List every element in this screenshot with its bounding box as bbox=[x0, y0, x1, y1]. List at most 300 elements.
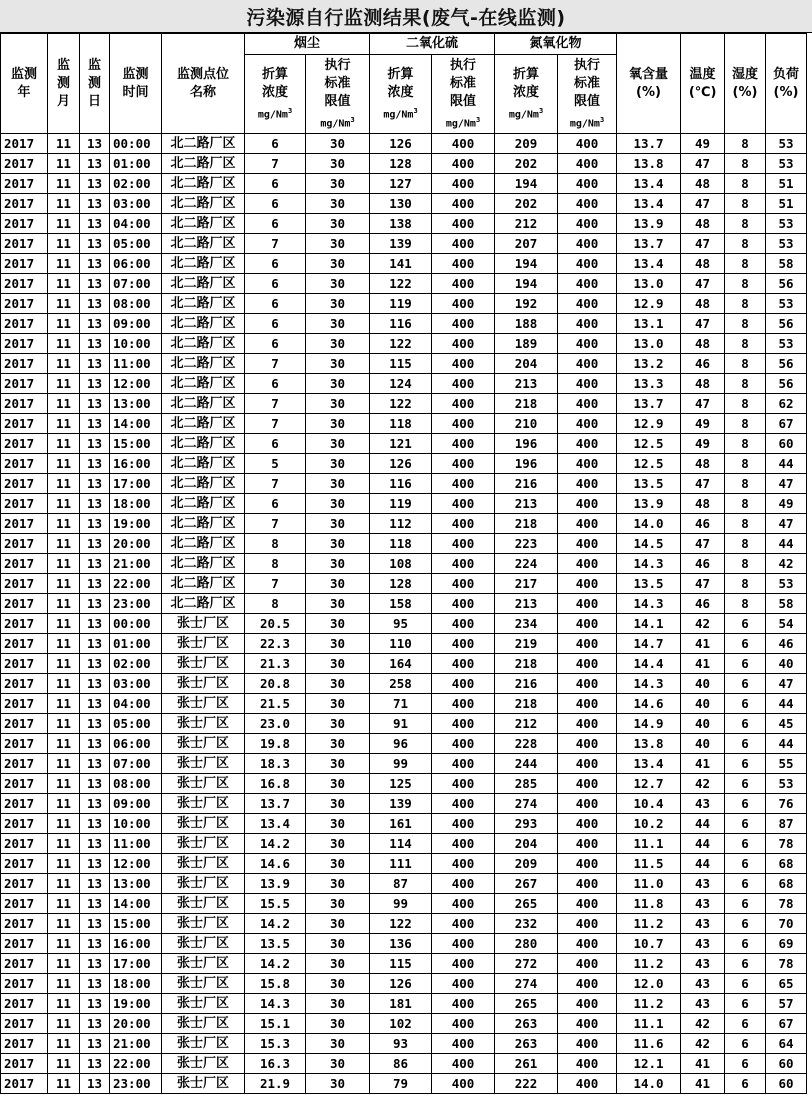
cell-temp: 48 bbox=[681, 294, 725, 314]
cell-time: 03:00 bbox=[110, 674, 162, 694]
cell-temp: 47 bbox=[681, 534, 725, 554]
cell-site: 张士厂区 bbox=[162, 634, 245, 654]
cell-day: 13 bbox=[80, 754, 110, 774]
col-temp: 温度(℃) bbox=[681, 34, 725, 134]
cell-site: 北二路厂区 bbox=[162, 394, 245, 414]
so2-limit-label: 执行标准限值 bbox=[449, 57, 476, 109]
cell-month: 11 bbox=[48, 254, 80, 274]
cell-nox-limit: 400 bbox=[558, 974, 617, 994]
table-row bbox=[1, 994, 807, 1014]
cell-site: 北二路厂区 bbox=[162, 514, 245, 534]
cell-so2-conc: 119 bbox=[370, 294, 432, 314]
cell-site: 北二路厂区 bbox=[162, 314, 245, 334]
cell-humidity: 8 bbox=[725, 334, 766, 354]
cell-site: 北二路厂区 bbox=[162, 254, 245, 274]
cell-humidity: 8 bbox=[725, 554, 766, 574]
cell-time: 13:00 bbox=[110, 394, 162, 414]
cell-nox-limit: 400 bbox=[558, 574, 617, 594]
table-row bbox=[1, 194, 807, 214]
cell-so2-limit: 400 bbox=[432, 214, 495, 234]
cell-nox-limit: 400 bbox=[558, 194, 617, 214]
cell-day: 13 bbox=[80, 654, 110, 674]
cell-dust-conc: 21.9 bbox=[245, 1074, 306, 1094]
cell-nox-conc: 218 bbox=[495, 654, 558, 674]
cell-so2-limit: 400 bbox=[432, 534, 495, 554]
cell-site: 张士厂区 bbox=[162, 1014, 245, 1034]
table-row bbox=[1, 434, 807, 454]
cell-dust-limit: 30 bbox=[306, 654, 370, 674]
cell-month: 11 bbox=[48, 554, 80, 574]
table-row bbox=[1, 894, 807, 914]
cell-nox-conc: 267 bbox=[495, 874, 558, 894]
cell-dust-limit: 30 bbox=[306, 614, 370, 634]
cell-temp: 44 bbox=[681, 854, 725, 874]
cell-so2-limit: 400 bbox=[432, 754, 495, 774]
cell-so2-conc: 136 bbox=[370, 934, 432, 954]
cell-load: 44 bbox=[766, 534, 807, 554]
cell-nox-conc: 234 bbox=[495, 614, 558, 634]
cell-dust-conc: 21.5 bbox=[245, 694, 306, 714]
cell-dust-conc: 13.7 bbox=[245, 794, 306, 814]
cell-dust-limit: 30 bbox=[306, 1054, 370, 1074]
cell-humidity: 6 bbox=[725, 954, 766, 974]
cell-year: 2017 bbox=[1, 654, 48, 674]
cell-day: 13 bbox=[80, 314, 110, 334]
cell-nox-limit: 400 bbox=[558, 314, 617, 334]
cell-year: 2017 bbox=[1, 614, 48, 634]
cell-year: 2017 bbox=[1, 474, 48, 494]
cell-site: 北二路厂区 bbox=[162, 414, 245, 434]
cell-nox-limit: 400 bbox=[558, 334, 617, 354]
cell-time: 12:00 bbox=[110, 854, 162, 874]
cell-day: 13 bbox=[80, 154, 110, 174]
cell-site: 北二路厂区 bbox=[162, 354, 245, 374]
cell-nox-conc: 224 bbox=[495, 554, 558, 574]
cell-o2: 13.7 bbox=[617, 234, 681, 254]
cell-o2: 13.0 bbox=[617, 274, 681, 294]
cell-dust-limit: 30 bbox=[306, 774, 370, 794]
cell-dust-conc: 6 bbox=[245, 494, 306, 514]
cell-site: 张士厂区 bbox=[162, 974, 245, 994]
cell-humidity: 8 bbox=[725, 234, 766, 254]
cell-load: 56 bbox=[766, 354, 807, 374]
cell-month: 11 bbox=[48, 674, 80, 694]
cell-temp: 48 bbox=[681, 374, 725, 394]
cell-dust-limit: 30 bbox=[306, 674, 370, 694]
group-nox: 氮氧化物 bbox=[495, 34, 617, 55]
cell-humidity: 6 bbox=[725, 614, 766, 634]
cell-year: 2017 bbox=[1, 194, 48, 214]
cell-time: 23:00 bbox=[110, 594, 162, 614]
table-row bbox=[1, 1054, 807, 1074]
cell-time: 06:00 bbox=[110, 734, 162, 754]
cell-month: 11 bbox=[48, 614, 80, 634]
cell-year: 2017 bbox=[1, 154, 48, 174]
cell-year: 2017 bbox=[1, 714, 48, 734]
cell-dust-limit: 30 bbox=[306, 494, 370, 514]
cell-year: 2017 bbox=[1, 434, 48, 454]
cell-month: 11 bbox=[48, 854, 80, 874]
cell-humidity: 8 bbox=[725, 494, 766, 514]
cell-dust-limit: 30 bbox=[306, 434, 370, 454]
cell-year: 2017 bbox=[1, 594, 48, 614]
cell-o2: 13.8 bbox=[617, 734, 681, 754]
cell-dust-conc: 8 bbox=[245, 594, 306, 614]
cell-nox-conc: 217 bbox=[495, 574, 558, 594]
cell-day: 13 bbox=[80, 974, 110, 994]
cell-dust-conc: 6 bbox=[245, 314, 306, 334]
cell-site: 张士厂区 bbox=[162, 614, 245, 634]
cell-temp: 43 bbox=[681, 934, 725, 954]
cell-o2: 13.4 bbox=[617, 194, 681, 214]
table-row bbox=[1, 294, 807, 314]
cell-month: 11 bbox=[48, 1054, 80, 1074]
cell-time: 19:00 bbox=[110, 994, 162, 1014]
cell-so2-conc: 128 bbox=[370, 574, 432, 594]
cell-dust-conc: 14.3 bbox=[245, 994, 306, 1014]
cell-year: 2017 bbox=[1, 894, 48, 914]
cell-humidity: 6 bbox=[725, 874, 766, 894]
table-row bbox=[1, 634, 807, 654]
cell-dust-conc: 6 bbox=[245, 434, 306, 454]
cell-humidity: 8 bbox=[725, 514, 766, 534]
cell-load: 60 bbox=[766, 434, 807, 454]
cell-humidity: 6 bbox=[725, 974, 766, 994]
cell-nox-conc: 212 bbox=[495, 714, 558, 734]
cell-site: 北二路厂区 bbox=[162, 214, 245, 234]
group-so2: 二氧化硫 bbox=[370, 34, 495, 55]
cell-humidity: 6 bbox=[725, 834, 766, 854]
cell-o2: 13.5 bbox=[617, 474, 681, 494]
cell-time: 12:00 bbox=[110, 374, 162, 394]
cell-month: 11 bbox=[48, 814, 80, 834]
cell-dust-limit: 30 bbox=[306, 1034, 370, 1054]
cell-day: 13 bbox=[80, 274, 110, 294]
cell-site: 张士厂区 bbox=[162, 1034, 245, 1054]
cell-so2-conc: 122 bbox=[370, 334, 432, 354]
cell-year: 2017 bbox=[1, 674, 48, 694]
cell-day: 13 bbox=[80, 134, 110, 154]
cell-month: 11 bbox=[48, 874, 80, 894]
cell-so2-conc: 141 bbox=[370, 254, 432, 274]
cell-month: 11 bbox=[48, 214, 80, 234]
table-row bbox=[1, 754, 807, 774]
cell-day: 13 bbox=[80, 214, 110, 234]
so2-conc-label: 折算浓度 bbox=[387, 66, 414, 100]
cell-so2-conc: 139 bbox=[370, 794, 432, 814]
cell-nox-conc: 188 bbox=[495, 314, 558, 334]
cell-humidity: 6 bbox=[725, 1054, 766, 1074]
cell-site: 张士厂区 bbox=[162, 834, 245, 854]
cell-nox-conc: 244 bbox=[495, 754, 558, 774]
cell-month: 11 bbox=[48, 194, 80, 214]
cell-dust-conc: 6 bbox=[245, 134, 306, 154]
cell-humidity: 6 bbox=[725, 914, 766, 934]
cell-o2: 13.1 bbox=[617, 314, 681, 334]
cell-time: 06:00 bbox=[110, 254, 162, 274]
cell-nox-conc: 209 bbox=[495, 854, 558, 874]
table-row bbox=[1, 1074, 807, 1094]
cell-temp: 42 bbox=[681, 1034, 725, 1054]
cell-year: 2017 bbox=[1, 954, 48, 974]
cell-nox-limit: 400 bbox=[558, 294, 617, 314]
cell-dust-conc: 14.2 bbox=[245, 834, 306, 854]
cell-day: 13 bbox=[80, 934, 110, 954]
cell-so2-conc: 71 bbox=[370, 694, 432, 714]
table-row bbox=[1, 214, 807, 234]
cell-nox-limit: 400 bbox=[558, 394, 617, 414]
cell-month: 11 bbox=[48, 934, 80, 954]
cell-load: 53 bbox=[766, 134, 807, 154]
cell-site: 北二路厂区 bbox=[162, 274, 245, 294]
cell-day: 13 bbox=[80, 414, 110, 434]
cell-o2: 10.4 bbox=[617, 794, 681, 814]
cell-time: 05:00 bbox=[110, 714, 162, 734]
cell-o2: 13.9 bbox=[617, 214, 681, 234]
cell-dust-conc: 14.2 bbox=[245, 914, 306, 934]
cell-nox-limit: 400 bbox=[558, 754, 617, 774]
cell-month: 11 bbox=[48, 414, 80, 434]
cell-so2-limit: 400 bbox=[432, 674, 495, 694]
cell-humidity: 6 bbox=[725, 654, 766, 674]
cell-day: 13 bbox=[80, 474, 110, 494]
cell-nox-limit: 400 bbox=[558, 734, 617, 754]
cell-load: 70 bbox=[766, 914, 807, 934]
cell-so2-conc: 115 bbox=[370, 954, 432, 974]
cell-nox-conc: 210 bbox=[495, 414, 558, 434]
cell-o2: 10.7 bbox=[617, 934, 681, 954]
cell-so2-limit: 400 bbox=[432, 274, 495, 294]
cell-year: 2017 bbox=[1, 134, 48, 154]
cell-so2-conc: 181 bbox=[370, 994, 432, 1014]
table-row bbox=[1, 934, 807, 954]
cell-humidity: 6 bbox=[725, 674, 766, 694]
table-row bbox=[1, 834, 807, 854]
cell-so2-limit: 400 bbox=[432, 834, 495, 854]
cell-time: 00:00 bbox=[110, 614, 162, 634]
cell-nox-limit: 400 bbox=[558, 154, 617, 174]
table-row bbox=[1, 454, 807, 474]
cell-month: 11 bbox=[48, 394, 80, 414]
cell-year: 2017 bbox=[1, 834, 48, 854]
cell-time: 14:00 bbox=[110, 414, 162, 434]
cell-so2-limit: 400 bbox=[432, 814, 495, 834]
cell-load: 44 bbox=[766, 734, 807, 754]
cell-o2: 14.7 bbox=[617, 634, 681, 654]
cell-so2-conc: 128 bbox=[370, 154, 432, 174]
table-row bbox=[1, 714, 807, 734]
table-row bbox=[1, 534, 807, 554]
nox-limit-unit: mg/Nm$^3$ bbox=[569, 115, 605, 130]
table-row bbox=[1, 134, 807, 154]
cell-nox-limit: 400 bbox=[558, 1074, 617, 1094]
cell-temp: 42 bbox=[681, 1014, 725, 1034]
cell-nox-conc: 213 bbox=[495, 494, 558, 514]
cell-dust-conc: 14.6 bbox=[245, 854, 306, 874]
cell-day: 13 bbox=[80, 294, 110, 314]
cell-year: 2017 bbox=[1, 394, 48, 414]
table-row bbox=[1, 854, 807, 874]
cell-time: 23:00 bbox=[110, 1074, 162, 1094]
cell-humidity: 8 bbox=[725, 134, 766, 154]
cell-month: 11 bbox=[48, 454, 80, 474]
cell-dust-limit: 30 bbox=[306, 274, 370, 294]
cell-humidity: 6 bbox=[725, 894, 766, 914]
cell-load: 68 bbox=[766, 854, 807, 874]
cell-humidity: 6 bbox=[725, 694, 766, 714]
cell-nox-conc: 285 bbox=[495, 774, 558, 794]
cell-o2: 11.2 bbox=[617, 994, 681, 1014]
cell-load: 47 bbox=[766, 514, 807, 534]
cell-humidity: 6 bbox=[725, 934, 766, 954]
cell-nox-conc: 232 bbox=[495, 914, 558, 934]
cell-nox-limit: 400 bbox=[558, 694, 617, 714]
cell-month: 11 bbox=[48, 134, 80, 154]
cell-humidity: 8 bbox=[725, 274, 766, 294]
cell-so2-conc: 86 bbox=[370, 1054, 432, 1074]
cell-nox-conc: 263 bbox=[495, 1014, 558, 1034]
cell-nox-conc: 228 bbox=[495, 734, 558, 754]
cell-o2: 14.0 bbox=[617, 514, 681, 534]
table-row bbox=[1, 474, 807, 494]
cell-so2-limit: 400 bbox=[432, 474, 495, 494]
cell-nox-conc: 265 bbox=[495, 994, 558, 1014]
cell-so2-limit: 400 bbox=[432, 874, 495, 894]
cell-site: 北二路厂区 bbox=[162, 294, 245, 314]
cell-o2: 14.3 bbox=[617, 594, 681, 614]
cell-nox-limit: 400 bbox=[558, 1014, 617, 1034]
cell-month: 11 bbox=[48, 794, 80, 814]
cell-nox-conc: 280 bbox=[495, 934, 558, 954]
cell-dust-conc: 7 bbox=[245, 474, 306, 494]
cell-so2-limit: 400 bbox=[432, 254, 495, 274]
cell-nox-conc: 189 bbox=[495, 334, 558, 354]
cell-load: 68 bbox=[766, 874, 807, 894]
cell-dust-limit: 30 bbox=[306, 534, 370, 554]
cell-nox-limit: 400 bbox=[558, 934, 617, 954]
cell-day: 13 bbox=[80, 714, 110, 734]
cell-time: 09:00 bbox=[110, 794, 162, 814]
cell-dust-conc: 7 bbox=[245, 354, 306, 374]
cell-dust-conc: 6 bbox=[245, 174, 306, 194]
cell-dust-limit: 30 bbox=[306, 994, 370, 1014]
cell-year: 2017 bbox=[1, 354, 48, 374]
cell-time: 01:00 bbox=[110, 634, 162, 654]
cell-dust-limit: 30 bbox=[306, 414, 370, 434]
so2-conc-unit: mg/Nm$^3$ bbox=[383, 106, 418, 121]
cell-site: 北二路厂区 bbox=[162, 434, 245, 454]
cell-dust-conc: 23.0 bbox=[245, 714, 306, 734]
cell-temp: 47 bbox=[681, 474, 725, 494]
cell-load: 62 bbox=[766, 394, 807, 414]
cell-nox-conc: 261 bbox=[495, 1054, 558, 1074]
cell-dust-limit: 30 bbox=[306, 394, 370, 414]
cell-month: 11 bbox=[48, 1014, 80, 1034]
cell-load: 44 bbox=[766, 694, 807, 714]
cell-time: 11:00 bbox=[110, 354, 162, 374]
cell-load: 64 bbox=[766, 1034, 807, 1054]
col-day: 监测日 bbox=[80, 34, 110, 134]
cell-site: 北二路厂区 bbox=[162, 534, 245, 554]
cell-day: 13 bbox=[80, 1074, 110, 1094]
cell-o2: 12.5 bbox=[617, 454, 681, 474]
cell-dust-conc: 6 bbox=[245, 334, 306, 354]
so2-limit-unit: mg/Nm$^3$ bbox=[445, 115, 481, 130]
cell-nox-limit: 400 bbox=[558, 674, 617, 694]
cell-load: 78 bbox=[766, 894, 807, 914]
cell-site: 北二路厂区 bbox=[162, 194, 245, 214]
cell-month: 11 bbox=[48, 1034, 80, 1054]
cell-dust-conc: 13.9 bbox=[245, 874, 306, 894]
cell-humidity: 8 bbox=[725, 254, 766, 274]
cell-so2-limit: 400 bbox=[432, 294, 495, 314]
cell-so2-limit: 400 bbox=[432, 434, 495, 454]
cell-month: 11 bbox=[48, 374, 80, 394]
nox-conc-unit: mg/Nm$^3$ bbox=[508, 106, 544, 121]
cell-so2-conc: 125 bbox=[370, 774, 432, 794]
cell-dust-limit: 30 bbox=[306, 974, 370, 994]
cell-nox-conc: 265 bbox=[495, 894, 558, 914]
cell-dust-conc: 20.8 bbox=[245, 674, 306, 694]
cell-site: 张士厂区 bbox=[162, 854, 245, 874]
cell-nox-limit: 400 bbox=[558, 994, 617, 1014]
cell-dust-limit: 30 bbox=[306, 934, 370, 954]
cell-month: 11 bbox=[48, 974, 80, 994]
col-month: 监测月 bbox=[48, 34, 80, 134]
cell-temp: 46 bbox=[681, 514, 725, 534]
cell-time: 08:00 bbox=[110, 774, 162, 794]
cell-month: 11 bbox=[48, 994, 80, 1014]
col-time: 监测时间 bbox=[110, 34, 162, 134]
cell-so2-conc: 108 bbox=[370, 554, 432, 574]
cell-temp: 40 bbox=[681, 714, 725, 734]
cell-humidity: 8 bbox=[725, 294, 766, 314]
cell-dust-limit: 30 bbox=[306, 154, 370, 174]
cell-so2-limit: 400 bbox=[432, 574, 495, 594]
cell-day: 13 bbox=[80, 354, 110, 374]
cell-nox-limit: 400 bbox=[558, 614, 617, 634]
cell-so2-limit: 400 bbox=[432, 154, 495, 174]
table-row bbox=[1, 874, 807, 894]
cell-temp: 46 bbox=[681, 594, 725, 614]
cell-so2-limit: 400 bbox=[432, 934, 495, 954]
cell-nox-limit: 400 bbox=[558, 534, 617, 554]
dust-limit-unit: mg/Nm$^3$ bbox=[320, 115, 355, 130]
cell-load: 47 bbox=[766, 674, 807, 694]
cell-o2: 11.6 bbox=[617, 1034, 681, 1054]
cell-day: 13 bbox=[80, 994, 110, 1014]
dust-limit-header bbox=[306, 55, 370, 134]
cell-month: 11 bbox=[48, 754, 80, 774]
cell-o2: 13.7 bbox=[617, 134, 681, 154]
cell-so2-limit: 400 bbox=[432, 414, 495, 434]
cell-year: 2017 bbox=[1, 854, 48, 874]
cell-humidity: 8 bbox=[725, 534, 766, 554]
cell-load: 67 bbox=[766, 414, 807, 434]
cell-day: 13 bbox=[80, 234, 110, 254]
cell-temp: 43 bbox=[681, 794, 725, 814]
cell-dust-conc: 15.5 bbox=[245, 894, 306, 914]
table-row bbox=[1, 334, 807, 354]
cell-humidity: 8 bbox=[725, 434, 766, 454]
cell-dust-limit: 30 bbox=[306, 814, 370, 834]
cell-site: 张士厂区 bbox=[162, 654, 245, 674]
cell-nox-conc: 213 bbox=[495, 594, 558, 614]
cell-month: 11 bbox=[48, 314, 80, 334]
table-row bbox=[1, 514, 807, 534]
cell-temp: 48 bbox=[681, 214, 725, 234]
cell-o2: 14.1 bbox=[617, 614, 681, 634]
